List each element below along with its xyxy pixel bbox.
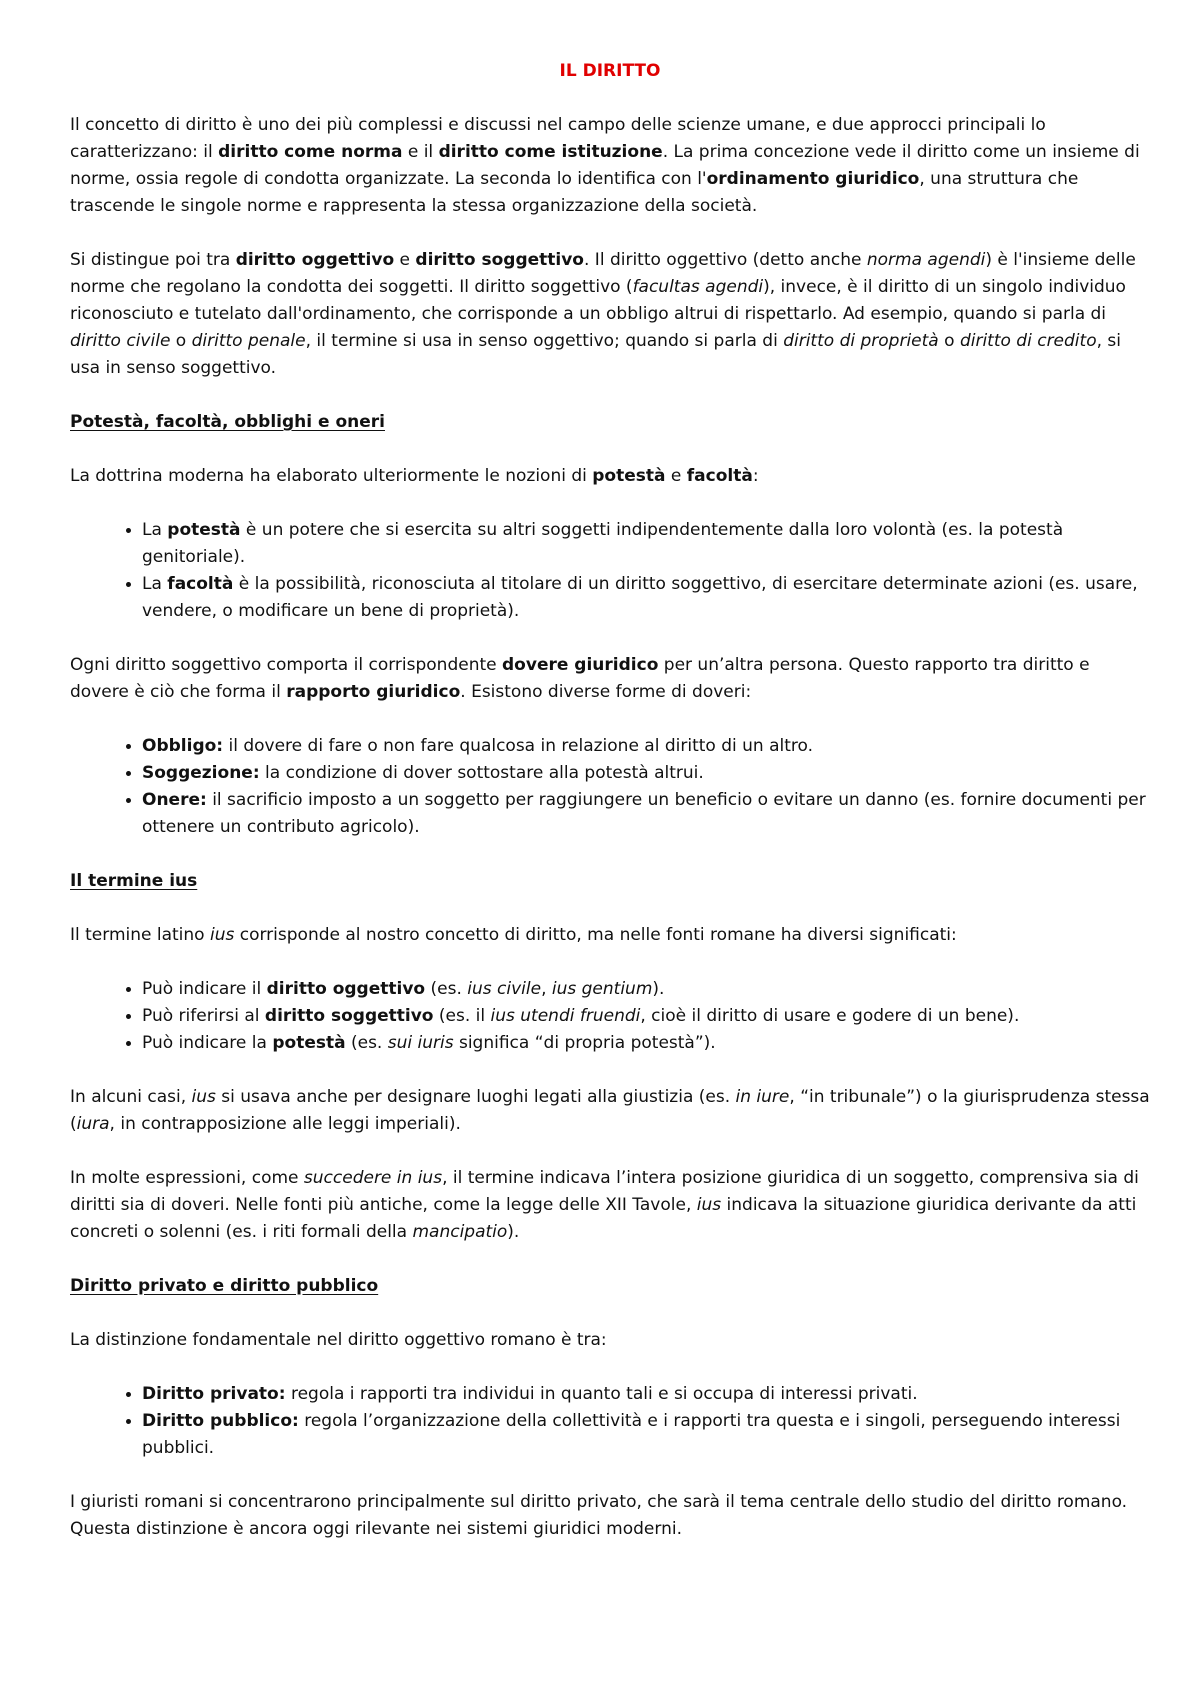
italic-term: ius civile [467, 979, 542, 999]
bold-term: potestà [167, 520, 241, 540]
text-run: . Esistono diverse forme di doveri: [460, 682, 752, 702]
bold-term: potestà [592, 466, 666, 486]
paragraph-ius-espressioni [70, 1165, 1150, 1246]
text-run: regola i rapporti tra individui in quanto tali e si occupa di interessi privati. [285, 1384, 918, 1404]
text-run: corrisponde al nostro concetto di diritto, ma nelle fonti romane ha diversi significati: [234, 925, 957, 945]
text-run: regola l’organizzazione della collettività e i rapporti tra questa e i singoli, perseguendo interessi pubblici. [142, 1411, 1121, 1458]
bold-term: Onere: [142, 790, 207, 810]
bold-term: ordinamento giuridico [706, 169, 920, 189]
text-run: , “in tribunale”) o la giurisprudenza stessa ( [70, 1087, 1150, 1134]
text-run: . La prima concezione vede il diritto come un insieme di norme, ossia regole di condotta organizzate. La seconda lo identifica con l' [70, 142, 1140, 189]
italic-term: diritto di proprietà [783, 331, 939, 351]
text-run: In alcuni casi, [70, 1087, 192, 1107]
text-run: significa “di propria potestà”). [453, 1033, 716, 1053]
list-item [142, 760, 1150, 787]
text-run: La [142, 520, 168, 540]
bold-term: Diritto pubblico: [142, 1411, 299, 1431]
bold-term: rapporto giuridico [286, 682, 461, 702]
text-run: per un’altra persona. Questo rapporto tra diritto e dovere è ciò che forma il [70, 655, 1090, 702]
text-run: (es. [425, 979, 468, 999]
text-run: , si usa in senso soggettivo. [70, 331, 1121, 378]
list-item [142, 733, 1150, 760]
text-run: ), invece, è il diritto di un singolo individuo riconosciuto e tutelato dall'ordinamento, che corrisponde a un obbligo altrui di rispettarlo. Ad esempio, quando si parla di [70, 277, 1126, 324]
italic-term: mancipatio [412, 1222, 508, 1242]
text-run: Può indicare la [142, 1033, 273, 1053]
italic-term: ius utendi fruendi [490, 1006, 641, 1026]
text-run: il sacrificio imposto a un soggetto per raggiungere un beneficio o evitare un danno (es. fornire documenti per ottenere un contributo agricolo). [142, 790, 1146, 837]
italic-term: succedere in ius [303, 1168, 443, 1188]
list-item [142, 517, 1150, 571]
bold-term: Obbligo: [142, 736, 224, 756]
italic-term: ius [191, 1087, 216, 1107]
bold-term: Diritto privato: [142, 1384, 286, 1404]
italic-term: diritto civile [70, 331, 171, 351]
text-run: e [665, 466, 687, 486]
text-run: La [142, 574, 168, 594]
list-item [142, 787, 1150, 841]
italic-term: diritto di credito [959, 331, 1097, 351]
italic-term: in iure [735, 1087, 790, 1107]
bold-term: diritto soggettivo [264, 1006, 434, 1026]
paragraph-distinzione: La distinzione fondamentale nel diritto oggettivo romano è tra: [70, 1330, 607, 1350]
text-run: (es. il [433, 1006, 491, 1026]
text-run: Ogni diritto soggettivo comporta il corrispondente [70, 655, 503, 675]
text-run: : [752, 466, 759, 486]
bold-term: potestà [272, 1033, 346, 1053]
paragraph-ius-luoghi [70, 1084, 1150, 1138]
paragraph-definition [70, 112, 1150, 220]
paragraph-dovere [70, 652, 1150, 706]
list-item [142, 1408, 1150, 1462]
text-run: (es. [345, 1033, 388, 1053]
text-run: Si distingue poi tra [70, 250, 236, 270]
section-heading-privato-pubblico: Diritto privato e diritto pubblico [70, 1276, 379, 1296]
text-run: o [938, 331, 960, 351]
italic-term: ius [696, 1195, 722, 1215]
text-run: la condizione di dover sottostare alla potestà altrui. [259, 763, 704, 783]
italic-term: iura [76, 1114, 110, 1134]
text-run: , cioè il diritto di usare e godere di un bene). [640, 1006, 1020, 1026]
text-run: Il termine latino [70, 925, 210, 945]
list-item [142, 1381, 1150, 1408]
text-run: . Il diritto oggettivo (detto anche [584, 250, 867, 270]
italic-term: facultas agendi [632, 277, 764, 297]
text-run: , [541, 979, 552, 999]
text-run: è la possibilità, riconosciuta al titolare di un diritto soggettivo, di esercitare determinate azioni (es. usare, vendere, o modificare un bene di proprietà). [142, 574, 1138, 621]
italic-term: ius [209, 925, 235, 945]
text-run: , una struttura che trascende le singole norme e rappresenta la stessa organizzazione della società. [70, 169, 1079, 216]
bold-term: Soggezione: [142, 763, 260, 783]
bullet-list-potesta-facolta [70, 517, 1150, 625]
text-run: In molte espressioni, come [70, 1168, 304, 1188]
bullet-list-privato-pubblico [70, 1381, 1150, 1462]
italic-term: diritto penale [191, 331, 306, 351]
list-item [142, 1003, 1150, 1030]
section-heading-ius: Il termine ius [70, 871, 198, 891]
bullet-list-ius-significati [70, 976, 1150, 1057]
text-run: Può riferirsi al [142, 1006, 265, 1026]
paragraph-ius-intro [70, 922, 1150, 949]
italic-term: norma agendi [866, 250, 986, 270]
text-run: ). [507, 1222, 520, 1242]
bold-term: diritto oggettivo [266, 979, 426, 999]
bold-term: facoltà [167, 574, 234, 594]
bold-term: diritto oggettivo [235, 250, 395, 270]
list-item [142, 976, 1150, 1003]
text-run: si usava anche per designare luoghi legati alla giustizia (es. [215, 1087, 736, 1107]
text-run: Può indicare il [142, 979, 267, 999]
paragraph-conclusione: I giuristi romani si concentrarono principalmente sul diritto privato, che sarà il tema centrale dello studio del diritto romano. Questa distinzione è ancora oggi rilevante nei sistemi giuridici moderni. [70, 1492, 1128, 1539]
bold-term: facoltà [686, 466, 753, 486]
bold-term: diritto come istituzione [438, 142, 663, 162]
section-heading-potesta: Potestà, facoltà, obblighi e oneri [70, 412, 385, 432]
text-run: e il [402, 142, 439, 162]
list-item [142, 1030, 1150, 1057]
bullet-list-doveri [70, 733, 1150, 841]
italic-term: ius gentium [551, 979, 653, 999]
text-run: ). [652, 979, 665, 999]
italic-term: sui iuris [387, 1033, 454, 1053]
bold-term: dovere giuridico [502, 655, 659, 675]
text-run: Il concetto di diritto è uno dei più complessi e discussi nel campo delle scienze umane, e due approcci principali lo caratterizzano: il [70, 115, 1046, 162]
text-run: La dottrina moderna ha elaborato ulteriormente le nozioni di [70, 466, 593, 486]
document-title: IL DIRITTO [559, 61, 661, 81]
list-item [142, 571, 1150, 625]
text-run: o [170, 331, 192, 351]
bold-term: diritto come norma [218, 142, 403, 162]
text-run: ) è l'insieme delle norme che regolano la condotta dei soggetti. Il diritto soggettivo ( [70, 250, 1136, 297]
bold-term: diritto soggettivo [415, 250, 584, 270]
text-run: e [394, 250, 416, 270]
text-run: indicava la situazione giuridica derivante da atti concreti o solenni (es. i riti formali della [70, 1195, 1137, 1242]
text-run: , il termine si usa in senso oggettivo; quando si parla di [305, 331, 784, 351]
text-run: è un potere che si esercita su altri soggetti indipendentemente dalla loro volontà (es. la potestà genitoriale). [142, 520, 1064, 567]
text-run: il dovere di fare o non fare qualcosa in relazione al diritto di un altro. [223, 736, 814, 756]
paragraph-dottrina [70, 463, 1150, 490]
text-run: , il termine indicava l’intera posizione giuridica di un soggetto, comprensiva sia di diritti sia di doveri. Nelle fonti più antiche, come la legge delle XII Tavole, [70, 1168, 1139, 1215]
paragraph-oggettivo-soggettivo [70, 247, 1150, 382]
text-run: , in contrapposizione alle leggi imperiali). [109, 1114, 461, 1134]
